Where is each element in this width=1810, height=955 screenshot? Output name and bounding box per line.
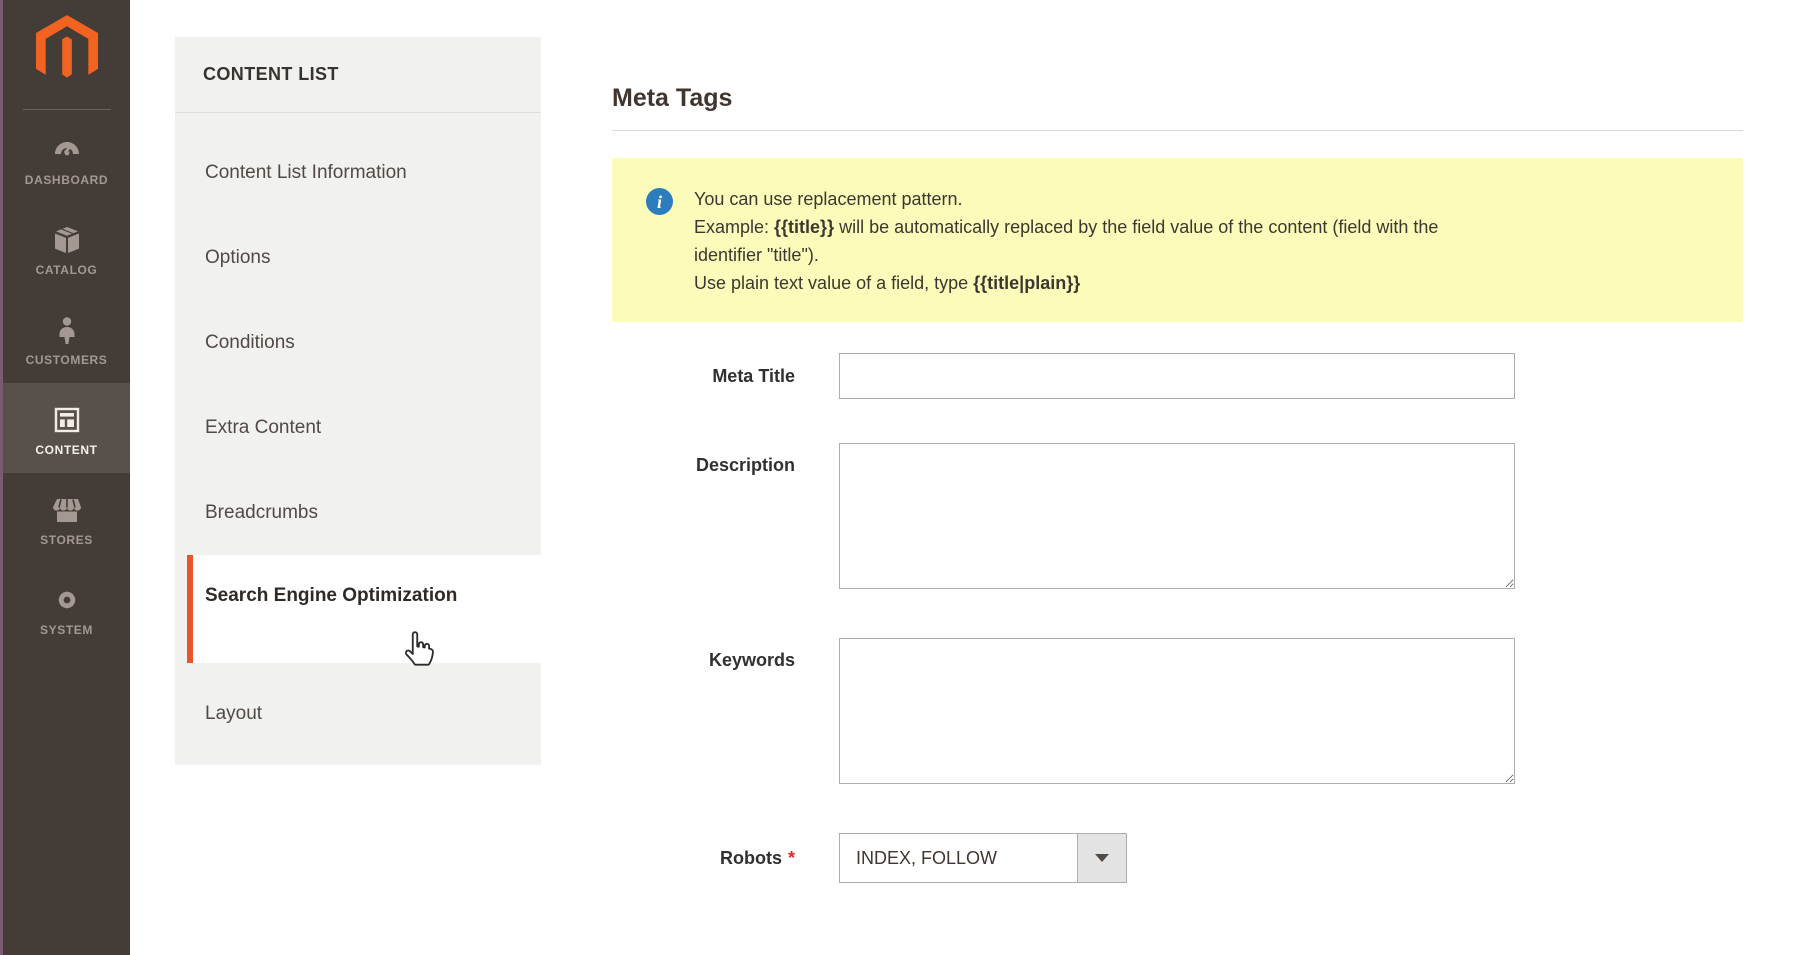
catalog-box-icon [51, 223, 83, 257]
admin-sidebar [0, 0, 130, 955]
keywords-label: Keywords [708, 650, 795, 670]
robots-select[interactable] [839, 833, 1127, 883]
subnav-item-extra-content[interactable] [175, 385, 541, 470]
subnav-list [175, 113, 541, 765]
system-gear-icon [51, 583, 83, 617]
keywords-textarea[interactable] [839, 638, 1515, 784]
sidebar-item-label: CUSTOMERS [25, 353, 108, 367]
sidebar-item-dashboard[interactable] [3, 113, 130, 203]
subnav-item-label: Breadcrumbs [205, 501, 318, 523]
sidebar-divider [23, 109, 111, 110]
sidebar-item-stores[interactable] [3, 473, 130, 563]
magento-logo-icon [36, 14, 98, 86]
subnav-item-label: Layout [205, 703, 263, 724]
robots-row [612, 833, 1743, 883]
subnav-title: CONTENT LIST [175, 37, 541, 113]
robots-label: Robots * [719, 847, 795, 868]
stores-shop-icon [51, 493, 83, 527]
robots-selected-value: INDEX, FOLLOW [856, 847, 998, 868]
subnav-item-layout[interactable] [175, 663, 541, 765]
subnav-item-label: Options [205, 246, 271, 268]
subnav-item-breadcrumbs[interactable] [175, 470, 541, 555]
subnav-item-label: Extra Content [205, 416, 322, 438]
sidebar-item-customers[interactable] [3, 293, 130, 383]
replacement-pattern-notice [612, 158, 1743, 322]
description-row [612, 443, 1743, 594]
customers-person-icon [51, 313, 83, 347]
select-arrow-button[interactable] [1077, 834, 1126, 882]
meta-title-input[interactable] [839, 353, 1515, 399]
subnav-item-label: Search Engine Optimization [205, 585, 458, 606]
required-asterisk: * [787, 847, 795, 868]
subnav-item-label: Conditions [205, 331, 295, 353]
title-divider [612, 130, 1743, 131]
sidebar-item-label: CATALOG [35, 263, 98, 277]
notice-line-1: You can use replacement pattern. [694, 189, 963, 209]
sidebar-item-system[interactable] [3, 563, 130, 653]
subnav-item-search-engine-optimization[interactable] [187, 555, 541, 663]
sidebar-item-catalog[interactable] [3, 203, 130, 293]
subnav-item-options[interactable] [175, 215, 541, 300]
sidebar-item-content[interactable] [3, 383, 130, 473]
info-icon: i [646, 188, 673, 215]
sidebar-menu [3, 113, 130, 653]
magento-logo[interactable] [3, 14, 130, 91]
notice-line-4: Use plain text value of a field, type {{title|plain}} [694, 273, 1081, 293]
description-label: Description [695, 455, 795, 475]
content-list-nav-panel [175, 37, 541, 765]
subnav-item-label: Content List Information [205, 161, 407, 183]
notice-line-2: Example: {{title}} will be automatically replaced by the field value of the content (field with the [694, 217, 1439, 237]
description-textarea[interactable] [839, 443, 1515, 589]
sidebar-item-label: CONTENT [35, 443, 98, 457]
sidebar-item-label: STORES [40, 533, 93, 547]
subnav-item-conditions[interactable] [175, 300, 541, 385]
content-layout-icon [51, 403, 83, 437]
keywords-row [612, 638, 1743, 789]
meta-title-label: Meta Title [712, 365, 795, 386]
notice-line-3: identifier "title"). [694, 245, 819, 265]
subnav-item-content-list-information[interactable] [175, 130, 541, 215]
page-title: Meta Tags [612, 84, 733, 112]
sidebar-item-label: DASHBOARD [24, 173, 109, 187]
sidebar-item-label: SYSTEM [40, 623, 93, 637]
dashboard-gauge-icon [51, 133, 83, 167]
chevron-down-icon [1095, 854, 1109, 862]
meta-title-row [612, 353, 1743, 399]
